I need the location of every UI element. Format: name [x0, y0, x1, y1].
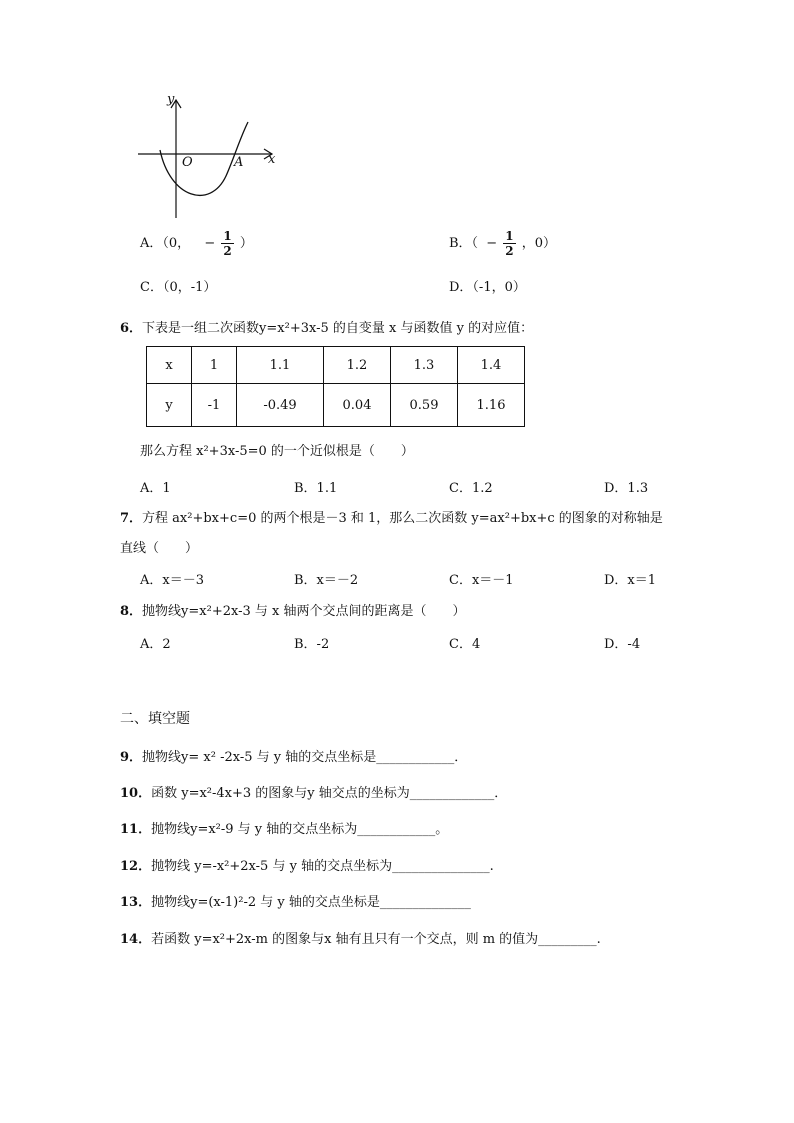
q8-option-c[interactable]: C．4: [449, 637, 481, 652]
table-header-x: x: [147, 347, 192, 384]
q7-stem: [120, 507, 663, 526]
q8-stem: [120, 600, 466, 619]
q6-option-c[interactable]: C．1.2: [449, 481, 493, 496]
q5-option-a-suffix: ）: [239, 236, 253, 251]
point-a-label: A: [234, 155, 244, 170]
q6-text: 下表是一组二次函数y=x²+3x-5 的自变量 x 与函数值 y 的对应值：: [142, 321, 534, 336]
q7-option-a[interactable]: A．x＝－3: [140, 573, 204, 588]
table-cell: 1.16: [458, 384, 525, 427]
table-cell: 1.2: [324, 347, 391, 384]
table-cell: 1: [192, 347, 237, 384]
q6-stem: [120, 317, 533, 336]
x-axis-label: x: [268, 152, 276, 167]
table-row: [147, 384, 525, 427]
q5-option-a[interactable]: [140, 230, 253, 257]
q5-option-b[interactable]: [449, 230, 556, 257]
q6-number: 6．: [120, 321, 143, 336]
q7-option-c[interactable]: C．x＝－1: [449, 573, 514, 588]
fill-question-10: 10．函数 y=x²-4x+3 的图象与y 轴交点的坐标为_____________．: [120, 786, 508, 801]
q5-option-b-prefix: B．（: [449, 236, 479, 251]
q6-option-b[interactable]: B．1.1: [294, 481, 338, 496]
table-cell: 1.3: [391, 347, 458, 384]
q5-option-b-suffix: ，0）: [521, 236, 557, 251]
fill-question-12: 12．抛物线 y=-x²+2x-5 与 y 轴的交点坐标为_______________.: [120, 859, 494, 874]
q6-value-table: [146, 346, 525, 427]
q7-text-line1: 方程 ax²+bx+c=0 的两个根是－3 和 1，那么二次函数 y=ax²+bx+c 的图象的对称轴是: [142, 511, 663, 526]
y-axis-label: y: [167, 92, 175, 107]
section-title: 二、填空题: [120, 711, 190, 727]
q5-option-a-sign: −: [204, 236, 216, 251]
table-header-y: y: [147, 384, 192, 427]
table-row: [147, 347, 525, 384]
q8-number: 8．: [120, 604, 143, 619]
fill-question-9: 9．抛物线y= x² -2x-5 与 y 轴的交点坐标是____________．: [120, 750, 468, 765]
q7-option-b[interactable]: B．x＝－2: [294, 573, 359, 588]
origin-label: O: [182, 155, 193, 170]
q8-option-b[interactable]: B．-2: [294, 637, 330, 652]
q8-option-d[interactable]: D．-4: [604, 637, 641, 652]
q7-option-d[interactable]: D．x＝1: [604, 573, 657, 588]
q8-option-a[interactable]: A．2: [140, 637, 171, 652]
table-cell: 0.04: [324, 384, 391, 427]
q6-option-d[interactable]: D．1.3: [604, 481, 649, 496]
table-cell: 1.4: [458, 347, 525, 384]
table-cell: -1: [192, 384, 237, 427]
q5-option-b-fraction: $\frac{1}{2}$: [505, 229, 514, 258]
fill-question-11: 11．抛物线y=x²-9 与 y 轴的交点坐标为____________。: [120, 822, 449, 837]
q5-option-b-sign: −: [486, 236, 498, 251]
q6-option-a[interactable]: A．1: [140, 481, 171, 496]
q7-text-line2: 直线（ ）: [120, 541, 199, 556]
fill-question-14: 14．若函数 y=x²+2x-m 的图象与x 轴有且只有一个交点，则 m 的值为_________.: [120, 932, 601, 947]
q5-option-c[interactable]: C．（0，-1）: [140, 280, 217, 295]
q5-option-a-fraction: $\frac{1}{2}$: [223, 229, 232, 258]
q6-question: 那么方程 x²+3x-5=0 的一个近似根是（ ）: [140, 444, 414, 459]
parabola-graph: [130, 90, 290, 225]
q8-text: 抛物线y=x²+2x-3 与 x 轴两个交点间的距离是（ ）: [142, 604, 466, 619]
fill-question-13: 13．抛物线y=(x-1)²-2 与 y 轴的交点坐标是______________: [120, 895, 471, 910]
table-cell: -0.49: [237, 384, 324, 427]
q5-option-d[interactable]: D．（-1，0）: [449, 280, 526, 295]
q7-number: 7．: [120, 511, 143, 526]
table-cell: 0.59: [391, 384, 458, 427]
table-cell: 1.1: [237, 347, 324, 384]
q5-option-a-prefix: A．（0，: [140, 236, 191, 251]
